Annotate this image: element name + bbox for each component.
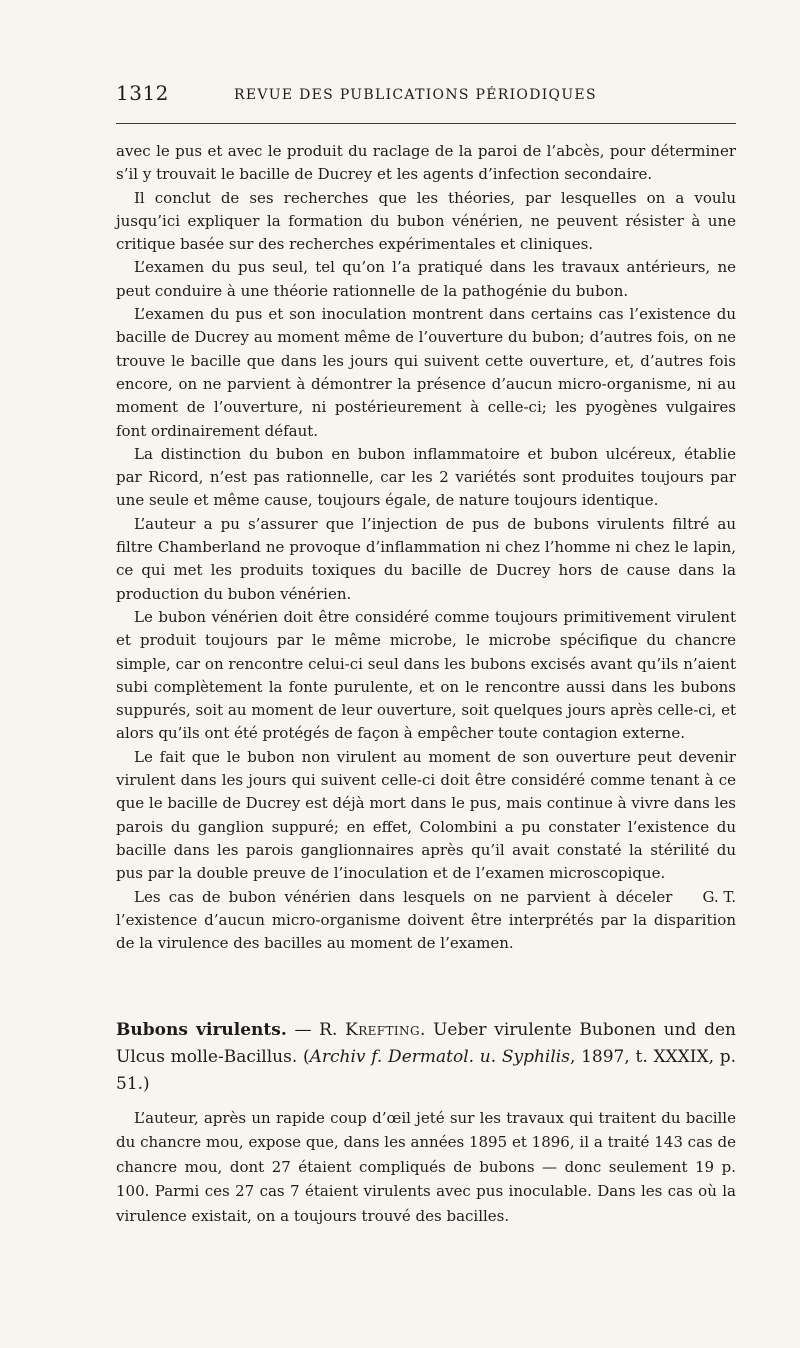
section-title: Bubons virulents. <box>116 1020 287 1040</box>
review-body <box>116 1106 736 1228</box>
paragraph: L’auteur a pu s’assurer que l’injection de pus de bubons virulents filtré au filtre Chamberland ne provoque d’inflammation ni chez l’homme ni chez le lapin, ce qui met les produits toxiques du bacille de Ducrey hors de cause dans la production du bubon vénérien. <box>116 514 736 603</box>
header-rule <box>116 123 736 124</box>
article-title: . Ueber virulente Bubonen und den Ulcus molle-Bacillus. ( <box>116 1020 737 1067</box>
citation-details: , 1897, t. XXXIX, p. 51.) <box>116 1047 736 1094</box>
em-dash-separator: — <box>286 1020 320 1040</box>
journal-title: Archiv f. Dermatol. u. Syphilis <box>309 1047 570 1067</box>
signature: G. T. <box>702 887 736 906</box>
author-surname: Krefting <box>345 1020 420 1040</box>
paragraph: Le fait que le bubon non virulent au moment de son ouverture peut devenir virulent dans les jours qui suivent celle-ci doit être considéré comme tenant à ce que le bacille de Ducrey est déjà mort dans le pus, mais continue à vivre dans les parois du ganglion suppuré; en effet, Colombini a pu constater l’existence du bacille dans les parois ganglionnaires après qu’il avait constaté la stérilité du pus par la double preuve de l’inoculation et de l’examen microscopique. <box>116 747 736 883</box>
page-header <box>116 81 736 111</box>
paragraph: L’examen du pus et son inoculation montrent dans certains cas l’existence du bacille de Ducrey au moment même de l’ouverture du bubon; d’autres fois, on ne trouve le bacille que dans les jours qui suivent cette ouverture, et, d’autres fois encore, on ne parvient à démontrer la présence d’aucun micro-organisme, ni au moment de l’ouverture, ni postérieurement à celle-ci; les pyogènes vulgaires font ordinairement défaut. <box>116 305 736 440</box>
running-head: REVUE DES PUBLICATIONS PÉRIODIQUES <box>234 87 597 103</box>
author-initial: R. <box>319 1020 346 1040</box>
paragraph: L’examen du pus seul, tel qu’on l’a pratiqué dans les travaux antérieurs, ne peut conduire à une théorie rationnelle de la pathogénie du bubon. <box>116 258 736 300</box>
paragraph-with-signature <box>116 886 736 956</box>
article-body <box>116 140 736 955</box>
bibliographic-entry <box>116 1017 736 1098</box>
paragraph: Le bubon vénérien doit être considéré comme toujours primitivement virulent et produit toujours par le même microbe, le microbe spécifique du chancre simple, car on rencontre celui-ci seul dans les bubons excisés avant qu’ils n’aient subi complètement la fonte purulente, et on le rencontre aussi dans les bubons suppurés, soit au moment de leur ouverture, soit quelques jours après celle-ci, et alors qu’ils ont été protégés de façon à empêcher toute contagion externe. <box>116 607 736 743</box>
paragraph: La distinction du bubon en bubon inflammatoire et bubon ulcéreux, établie par Ricord, n’est pas rationnelle, car les 2 variétés sont produites toujours par une seule et même cause, toujours égale, de nature toujours identique. <box>116 444 736 510</box>
paragraph-text: Les cas de bubon vénérien dans lesquels on ne parvient à déceler l’existence d’aucun micro-organisme doivent être interprétés par la disparition de la virulence des bacilles au moment de l’examen. <box>116 887 736 953</box>
paragraph: L’auteur, après un rapide coup d’œil jeté sur les travaux qui traitent du bacille du chancre mou, expose que, dans les années 1895 et 1896, il a traité 143 cas de chancre mou, dont 27 étaient compliqués de bubons — donc seulement 19 p. 100. Parmi ces 27 cas 7 étaient virulents avec pus inoculable. Dans les cas où la virulence existait, on a toujours trouvé des bacilles. <box>116 1109 736 1225</box>
paragraph: Il conclut de ses recherches que les théories, par lesquelles on a voulu jusqu’ici expliquer la formation du bubon vénérien, ne peuvent résister à une critique basée sur des recherches expérimentales et cliniques. <box>116 188 736 254</box>
page-number: 1312 <box>116 81 169 105</box>
paragraph: avec le pus et avec le produit du raclage de la paroi de l’abcès, pour déterminer s’il y trouvait le bacille de Ducrey et les agents d’infection secondaire. <box>116 142 736 184</box>
